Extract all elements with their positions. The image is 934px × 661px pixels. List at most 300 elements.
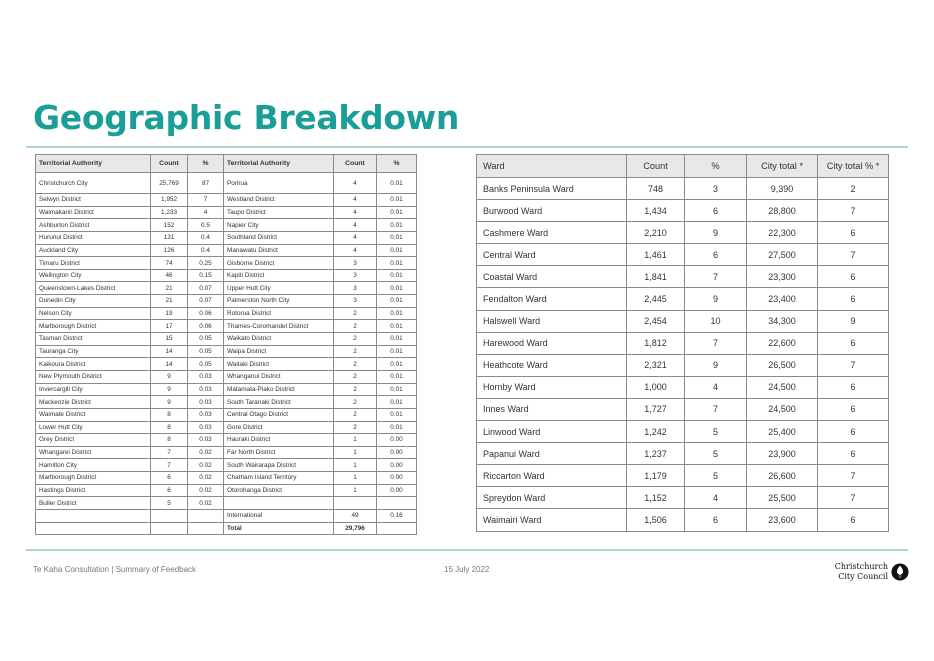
- ward-cell: Banks Peninsula Ward: [477, 178, 627, 200]
- authority-cell: Waimakariri District: [36, 206, 151, 219]
- percent-cell: 0.02: [188, 472, 224, 485]
- percent-cell: 3: [685, 178, 747, 200]
- percent-cell: 7: [685, 266, 747, 288]
- count-cell: 8: [151, 408, 188, 421]
- city-total-percent-cell: 6: [818, 266, 889, 288]
- city-total-cell: 25,400: [747, 421, 818, 443]
- count-cell: 1: [334, 446, 377, 459]
- count-cell: 5: [151, 497, 188, 510]
- percent-cell: 0.01: [377, 206, 417, 219]
- table-header-row: [36, 155, 417, 173]
- authority-cell: Tauranga City: [36, 345, 151, 358]
- percent-cell: 0.5: [188, 219, 224, 232]
- council-logo: [831, 562, 911, 584]
- authority-cell: [36, 522, 151, 535]
- authority-cell: Napier City: [224, 219, 334, 232]
- count-cell: 8: [151, 434, 188, 447]
- percent-cell: 0.02: [188, 497, 224, 510]
- count-cell: 2,210: [627, 222, 685, 244]
- percent-cell: 0.01: [377, 383, 417, 396]
- count-cell: 21: [151, 282, 188, 295]
- authority-cell: Selwyn District: [36, 194, 151, 207]
- table-row: [477, 244, 889, 266]
- city-total-cell: 23,900: [747, 443, 818, 465]
- authority-cell: Upper Hutt City: [224, 282, 334, 295]
- table-row: [477, 266, 889, 288]
- authority-cell: Dunedin City: [36, 295, 151, 308]
- city-total-percent-cell: 9: [818, 310, 889, 332]
- table-row: [477, 398, 889, 420]
- table-row: [36, 421, 417, 434]
- percent-cell: 0.01: [377, 370, 417, 383]
- territorial-authority-rows: [36, 173, 417, 535]
- table-row: [36, 383, 417, 396]
- authority-cell: Palmerston North City: [224, 295, 334, 308]
- footer-divider: [26, 549, 908, 551]
- table-row: [36, 484, 417, 497]
- table-row: [36, 206, 417, 219]
- city-total-cell: 23,300: [747, 266, 818, 288]
- table-row: [36, 307, 417, 320]
- authority-cell: Ashburton District: [36, 219, 151, 232]
- table-row: [36, 219, 417, 232]
- percent-cell: [188, 510, 224, 523]
- count-cell: 4: [334, 194, 377, 207]
- percent-cell: 0.00: [377, 459, 417, 472]
- count-cell: 1,237: [627, 443, 685, 465]
- percent-cell: 0.01: [377, 307, 417, 320]
- authority-cell: Hamilton City: [36, 459, 151, 472]
- percent-cell: 0.01: [377, 269, 417, 282]
- count-cell: 2: [334, 345, 377, 358]
- footer-document-title: Te Kaha Consultation | Summary of Feedback: [33, 565, 197, 574]
- table-row: [477, 421, 889, 443]
- authority-cell: Hauraki District: [224, 434, 334, 447]
- count-cell: 2: [334, 421, 377, 434]
- percent-cell: 0.03: [188, 370, 224, 383]
- percent-cell: 0.01: [377, 333, 417, 346]
- city-total-percent-cell: 6: [818, 443, 889, 465]
- count-cell: 4: [334, 219, 377, 232]
- column-header: %: [188, 155, 224, 173]
- table-row: [477, 332, 889, 354]
- page-title: Geographic Breakdown: [33, 98, 460, 137]
- percent-cell: 0.01: [377, 173, 417, 194]
- table-row: [36, 345, 417, 358]
- city-total-percent-cell: 2: [818, 178, 889, 200]
- percent-cell: [377, 522, 417, 535]
- table-row: [477, 465, 889, 487]
- percent-cell: 4: [685, 376, 747, 398]
- column-header: Count: [627, 155, 685, 178]
- percent-cell: 0.01: [377, 396, 417, 409]
- count-cell: 21: [151, 295, 188, 308]
- percent-cell: 9: [685, 222, 747, 244]
- count-cell: 9: [151, 383, 188, 396]
- city-total-percent-cell: 6: [818, 222, 889, 244]
- ward-cell: Central Ward: [477, 244, 627, 266]
- count-cell: 1: [334, 434, 377, 447]
- authority-cell: New Plymouth District: [36, 370, 151, 383]
- ward-cell: Cashmere Ward: [477, 222, 627, 244]
- percent-cell: 0.01: [377, 231, 417, 244]
- count-cell: 74: [151, 257, 188, 270]
- percent-cell: 0.01: [377, 244, 417, 257]
- percent-cell: 4: [685, 487, 747, 509]
- city-total-cell: 22,300: [747, 222, 818, 244]
- count-cell: 3: [334, 269, 377, 282]
- ward-cell: Innes Ward: [477, 398, 627, 420]
- count-cell: 3: [334, 257, 377, 270]
- table-row: [36, 522, 417, 535]
- authority-cell: Wellington City: [36, 269, 151, 282]
- city-total-cell: 25,500: [747, 487, 818, 509]
- count-cell: 4: [334, 173, 377, 194]
- percent-cell: 7: [188, 194, 224, 207]
- count-cell: 2: [334, 333, 377, 346]
- percent-cell: 0.01: [377, 295, 417, 308]
- city-total-percent-cell: 6: [818, 509, 889, 531]
- ward-cell: Harewood Ward: [477, 332, 627, 354]
- count-cell: 2: [334, 358, 377, 371]
- count-cell: 17: [151, 320, 188, 333]
- ward-cell: Burwood Ward: [477, 200, 627, 222]
- table-row: [477, 310, 889, 332]
- ward-cell: Heathcote Ward: [477, 354, 627, 376]
- percent-cell: 0.03: [188, 383, 224, 396]
- percent-cell: 0.02: [188, 484, 224, 497]
- percent-cell: 0.07: [188, 295, 224, 308]
- percent-cell: 0.07: [188, 282, 224, 295]
- authority-cell: Waipa District: [224, 345, 334, 358]
- city-total-percent-cell: 6: [818, 421, 889, 443]
- table-row: [36, 446, 417, 459]
- table-row: [36, 408, 417, 421]
- count-cell: 2: [334, 383, 377, 396]
- count-cell: 1,152: [627, 487, 685, 509]
- ward-cell: Riccarton Ward: [477, 465, 627, 487]
- percent-cell: [377, 497, 417, 510]
- count-cell: 25,769: [151, 173, 188, 194]
- count-cell: 1: [334, 459, 377, 472]
- percent-cell: 0.06: [188, 307, 224, 320]
- percent-cell: 9: [685, 354, 747, 376]
- city-total-percent-cell: 7: [818, 465, 889, 487]
- territorial-authority-table: [35, 154, 417, 535]
- authority-cell: Marlborough District: [36, 320, 151, 333]
- authority-cell: Gisborne District: [224, 257, 334, 270]
- ward-cell: Halswell Ward: [477, 310, 627, 332]
- count-cell: 2: [334, 370, 377, 383]
- count-cell: 1,461: [627, 244, 685, 266]
- city-total-cell: 9,390: [747, 178, 818, 200]
- percent-cell: 0.03: [188, 434, 224, 447]
- authority-cell: Hurunui District: [36, 231, 151, 244]
- percent-cell: 0.4: [188, 231, 224, 244]
- table-row: [36, 510, 417, 523]
- table-row: [36, 320, 417, 333]
- table-row: [36, 497, 417, 510]
- authority-cell: Central Otago District: [224, 408, 334, 421]
- count-cell: 126: [151, 244, 188, 257]
- count-cell: 4: [334, 244, 377, 257]
- percent-cell: 5: [685, 443, 747, 465]
- table-row: [477, 443, 889, 465]
- column-header: %: [377, 155, 417, 173]
- authority-cell: Whangarei District: [36, 446, 151, 459]
- count-cell: 7: [151, 459, 188, 472]
- percent-cell: 0.00: [377, 434, 417, 447]
- table-row: [36, 194, 417, 207]
- authority-cell: Tasman District: [36, 333, 151, 346]
- percent-cell: 0.01: [377, 282, 417, 295]
- authority-cell: Kaikoura District: [36, 358, 151, 371]
- count-cell: 1,727: [627, 398, 685, 420]
- percent-cell: 0.01: [377, 421, 417, 434]
- table-row: [36, 231, 417, 244]
- authority-cell: Taupo District: [224, 206, 334, 219]
- table-row: [36, 459, 417, 472]
- percent-cell: 0.03: [188, 408, 224, 421]
- count-cell: 2: [334, 408, 377, 421]
- percent-cell: 0.03: [188, 396, 224, 409]
- city-total-percent-cell: 6: [818, 332, 889, 354]
- column-header: Count: [334, 155, 377, 173]
- count-cell: 49: [334, 510, 377, 523]
- percent-cell: 0.05: [188, 358, 224, 371]
- ward-cell: Spreydon Ward: [477, 487, 627, 509]
- count-cell: 2,454: [627, 310, 685, 332]
- ward-cell: Coastal Ward: [477, 266, 627, 288]
- authority-cell: [36, 510, 151, 523]
- count-cell: 4: [334, 231, 377, 244]
- percent-cell: 0.01: [377, 194, 417, 207]
- logo-line-2: City Council: [838, 571, 888, 581]
- percent-cell: 6: [685, 244, 747, 266]
- count-cell: 6: [151, 472, 188, 485]
- count-cell: 15: [151, 333, 188, 346]
- percent-cell: 87: [188, 173, 224, 194]
- authority-cell: Timaru District: [36, 257, 151, 270]
- count-cell: 7: [151, 446, 188, 459]
- city-total-cell: 26,600: [747, 465, 818, 487]
- authority-cell: Far North District: [224, 446, 334, 459]
- count-cell: 2,445: [627, 288, 685, 310]
- authority-cell: Nelson City: [36, 307, 151, 320]
- table-row: [36, 282, 417, 295]
- table-row: [477, 509, 889, 531]
- city-total-percent-cell: 7: [818, 354, 889, 376]
- authority-cell: Chatham Island Territory: [224, 472, 334, 485]
- authority-cell: Westland District: [224, 194, 334, 207]
- count-cell: [151, 510, 188, 523]
- count-cell: [334, 497, 377, 510]
- percent-cell: 9: [685, 288, 747, 310]
- table-row: [477, 487, 889, 509]
- percent-cell: 0.02: [188, 446, 224, 459]
- ward-cell: Fendalton Ward: [477, 288, 627, 310]
- count-cell: 2: [334, 307, 377, 320]
- percent-cell: 0.01: [377, 219, 417, 232]
- authority-cell: Manawatu District: [224, 244, 334, 257]
- percent-cell: 7: [685, 398, 747, 420]
- authority-cell: South Wairarapa District: [224, 459, 334, 472]
- count-cell: 1,242: [627, 421, 685, 443]
- count-cell: 1,506: [627, 509, 685, 531]
- table-row: [36, 173, 417, 194]
- authority-cell: Queenstown-Lakes District: [36, 282, 151, 295]
- authority-cell: Buller District: [36, 497, 151, 510]
- percent-cell: 0.01: [377, 320, 417, 333]
- city-total-cell: 23,600: [747, 509, 818, 531]
- percent-cell: 0.01: [377, 358, 417, 371]
- column-header: Territorial Authority: [224, 155, 334, 173]
- table-row: [477, 288, 889, 310]
- authority-cell: [224, 497, 334, 510]
- authority-cell: Mackenzie District: [36, 396, 151, 409]
- city-total-percent-cell: 6: [818, 376, 889, 398]
- column-header: City total *: [747, 155, 818, 178]
- authority-cell: Thames-Coromandel District: [224, 320, 334, 333]
- count-cell: 1,812: [627, 332, 685, 354]
- percent-cell: 0.00: [377, 484, 417, 497]
- percent-cell: 0.4: [188, 244, 224, 257]
- authority-cell: International: [224, 510, 334, 523]
- ward-rows: [477, 178, 889, 532]
- count-cell: 4: [334, 206, 377, 219]
- percent-cell: 0.01: [377, 408, 417, 421]
- table-row: [36, 295, 417, 308]
- count-cell: 3: [334, 282, 377, 295]
- title-divider: [26, 146, 908, 148]
- authority-cell: Waikato District: [224, 333, 334, 346]
- count-cell: 6: [151, 484, 188, 497]
- city-total-cell: 24,500: [747, 376, 818, 398]
- count-cell: [151, 522, 188, 535]
- table-header-row: [477, 155, 889, 178]
- footer-date: 15 July 2022: [444, 565, 490, 574]
- count-cell: 1,233: [151, 206, 188, 219]
- table-row: [36, 358, 417, 371]
- authority-cell: Otorohanga District: [224, 484, 334, 497]
- table-row: [36, 269, 417, 282]
- count-cell: 46: [151, 269, 188, 282]
- count-cell: 1: [334, 472, 377, 485]
- authority-cell: Kapiti District: [224, 269, 334, 282]
- authority-cell: Christchurch City: [36, 173, 151, 194]
- authority-cell: Rotorua District: [224, 307, 334, 320]
- city-total-cell: 34,300: [747, 310, 818, 332]
- percent-cell: 6: [685, 509, 747, 531]
- table-row: [477, 376, 889, 398]
- count-cell: 748: [627, 178, 685, 200]
- percent-cell: 0.01: [377, 345, 417, 358]
- authority-cell: Waitaki District: [224, 358, 334, 371]
- city-total-percent-cell: 6: [818, 398, 889, 420]
- column-header: %: [685, 155, 747, 178]
- count-cell: 1,952: [151, 194, 188, 207]
- percent-cell: 7: [685, 332, 747, 354]
- table-row: [477, 222, 889, 244]
- city-total-percent-cell: 6: [818, 288, 889, 310]
- city-total-cell: 22,600: [747, 332, 818, 354]
- percent-cell: 0.00: [377, 446, 417, 459]
- authority-cell: Hastings District: [36, 484, 151, 497]
- count-cell: 8: [151, 421, 188, 434]
- percent-cell: 0.02: [188, 459, 224, 472]
- percent-cell: 0.05: [188, 345, 224, 358]
- count-cell: 2: [334, 396, 377, 409]
- city-total-cell: 27,500: [747, 244, 818, 266]
- percent-cell: 0.06: [188, 320, 224, 333]
- authority-cell: Southland District: [224, 231, 334, 244]
- count-cell: 14: [151, 345, 188, 358]
- authority-cell: Matamata-Piako District: [224, 383, 334, 396]
- percent-cell: 6: [685, 200, 747, 222]
- column-header: Territorial Authority: [36, 155, 151, 173]
- logo-text: [835, 562, 888, 581]
- count-cell: 152: [151, 219, 188, 232]
- authority-cell: Whanganui District: [224, 370, 334, 383]
- table-row: [36, 370, 417, 383]
- count-cell: 3: [334, 295, 377, 308]
- city-total-cell: 24,500: [747, 398, 818, 420]
- ward-cell: Linwood Ward: [477, 421, 627, 443]
- percent-cell: 10: [685, 310, 747, 332]
- ward-table: [476, 154, 889, 532]
- count-cell: 1,434: [627, 200, 685, 222]
- authority-cell: Porirua: [224, 173, 334, 194]
- percent-cell: 5: [685, 421, 747, 443]
- count-cell: 1: [334, 484, 377, 497]
- city-total-cell: 23,400: [747, 288, 818, 310]
- authority-cell: Marlborough District: [36, 472, 151, 485]
- table-row: [36, 396, 417, 409]
- count-cell: 1,841: [627, 266, 685, 288]
- ward-cell: Waimairi Ward: [477, 509, 627, 531]
- logo-line-1: Christchurch: [834, 562, 888, 571]
- percent-cell: 0.01: [377, 257, 417, 270]
- percent-cell: 0.25: [188, 257, 224, 270]
- city-total-percent-cell: 7: [818, 487, 889, 509]
- table-row: [36, 257, 417, 270]
- count-cell: 14: [151, 358, 188, 371]
- percent-cell: 5: [685, 465, 747, 487]
- table-row: [477, 178, 889, 200]
- authority-cell: Invercargill City: [36, 383, 151, 396]
- table-row: [477, 354, 889, 376]
- authority-cell: Grey District: [36, 434, 151, 447]
- percent-cell: 0.05: [188, 333, 224, 346]
- table-row: [36, 472, 417, 485]
- count-cell: 19: [151, 307, 188, 320]
- column-header: Count: [151, 155, 188, 173]
- table-row: [36, 244, 417, 257]
- city-total-percent-cell: 7: [818, 200, 889, 222]
- percent-cell: 4: [188, 206, 224, 219]
- column-header: Ward: [477, 155, 627, 178]
- city-total-cell: 28,800: [747, 200, 818, 222]
- count-cell: 1,179: [627, 465, 685, 487]
- column-header: City total % *: [818, 155, 889, 178]
- authority-cell: Lower Hutt City: [36, 421, 151, 434]
- count-cell: 2,321: [627, 354, 685, 376]
- authority-cell: Waimate District: [36, 408, 151, 421]
- authority-cell: Total: [224, 522, 334, 535]
- count-cell: 9: [151, 370, 188, 383]
- authority-cell: Auckland City: [36, 244, 151, 257]
- count-cell: 131: [151, 231, 188, 244]
